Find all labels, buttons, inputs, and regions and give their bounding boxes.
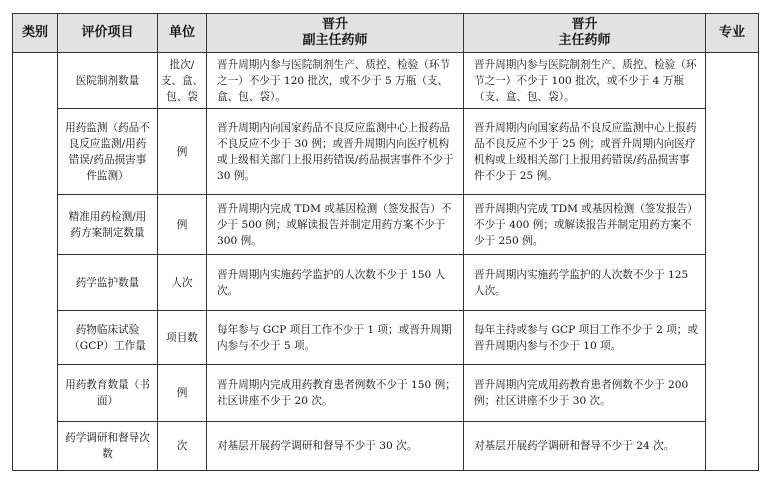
header-specialty: 专业 — [706, 14, 759, 53]
unit-cell: 批次/支、盒、包、袋 — [158, 53, 207, 109]
header-associate-line1: 晋升 — [321, 17, 348, 32]
header-category: 类别 — [13, 14, 58, 53]
associate-requirement: 晋升周期内实施药学监护的人次数不少于 150 人次。 — [207, 255, 464, 311]
header-chief-line1: 晋升 — [571, 17, 598, 32]
evaluation-item: 药物临床试验（GCP）工作量 — [58, 311, 158, 365]
table-row — [13, 365, 759, 422]
evaluation-item: 用药监测（药品不良反应监测/用药错误/药品损害事件监测） — [58, 109, 158, 195]
chief-requirement: 每年主持或参与 GCP 项目工作不少于 2 项；或晋升周期内参与不少于 10 项。 — [464, 311, 706, 365]
associate-requirement: 晋升周期内参与医院制剂生产、质控、检验（环节之一）不少于 120 批次，或不少于 5 万瓶（支、盒、包、袋）。 — [207, 53, 464, 109]
header-chief-line2: 主任药师 — [558, 33, 611, 48]
chief-requirement: 晋升周期内完成用药教育患者例数不少于 200 例；社区讲座不少于 30 次。 — [464, 365, 706, 422]
unit-cell: 人次 — [158, 255, 207, 311]
chief-requirement: 晋升周期内参与医院制剂生产、质控、检验（环节之一）不少于 100 批次，或不少于 4 万瓶（支、盒、包、袋）。 — [464, 53, 706, 109]
chief-requirement: 晋升周期内向国家药品不良反应监测中心上报药品不良反应不少于 25 例；或晋升周期内向医疗机构或上级相关部门上报用药错误/药品损害事件不少于 25 例。 — [464, 109, 706, 195]
table-row — [13, 422, 759, 471]
evaluation-item: 精准用药检测/用药方案制定数量 — [58, 195, 158, 255]
table-row — [13, 255, 759, 311]
header-associate-pharmacist — [207, 14, 464, 53]
evaluation-item: 用药教育数量（书面） — [58, 365, 158, 422]
evaluation-item: 药学监护数量 — [58, 255, 158, 311]
evaluation-item: 药学调研和督导次数 — [58, 422, 158, 471]
unit-cell: 例 — [158, 195, 207, 255]
unit-cell: 例 — [158, 109, 207, 195]
evaluation-table — [12, 13, 759, 471]
associate-requirement: 晋升周期内向国家药品不良反应监测中心上报药品不良反应不少于 30 例；或晋升周期内向医疗机构或上级相关部门上报用药错误/药品损害事件不少于 30 例。 — [207, 109, 464, 195]
unit-cell: 项目数 — [158, 311, 207, 365]
table-row — [13, 53, 759, 109]
specialty-cell — [706, 53, 759, 471]
evaluation-item: 医院制剂数量 — [58, 53, 158, 109]
table-row — [13, 195, 759, 255]
header-item: 评价项目 — [58, 14, 158, 53]
table-row — [13, 109, 759, 195]
chief-requirement: 晋升周期内完成 TDM 或基因检测（签发报告）不少于 400 例；或解读报告并制定用药方案不少于 250 例。 — [464, 195, 706, 255]
header-associate-line2: 副主任药师 — [302, 33, 368, 48]
associate-requirement: 晋升周期内完成用药教育患者例数不少于 150 例；社区讲座不少于 20 次。 — [207, 365, 464, 422]
header-unit: 单位 — [158, 14, 207, 53]
chief-requirement: 晋升周期内实施药学监护的人次数不少于 125 人次。 — [464, 255, 706, 311]
associate-requirement: 对基层开展药学调研和督导不少于 30 次。 — [207, 422, 464, 471]
category-cell — [13, 53, 58, 471]
chief-requirement: 对基层开展药学调研和督导不少于 24 次。 — [464, 422, 706, 471]
table-row — [13, 311, 759, 365]
unit-cell: 次 — [158, 422, 207, 471]
unit-cell: 例 — [158, 365, 207, 422]
header-row — [13, 14, 759, 53]
associate-requirement: 每年参与 GCP 项目工作不少于 1 项；或晋升周期内参与不少于 5 项。 — [207, 311, 464, 365]
header-chief-pharmacist — [464, 14, 706, 53]
associate-requirement: 晋升周期内完成 TDM 或基因检测（签发报告）不少于 500 例；或解读报告并制定用药方案不少于 300 例。 — [207, 195, 464, 255]
